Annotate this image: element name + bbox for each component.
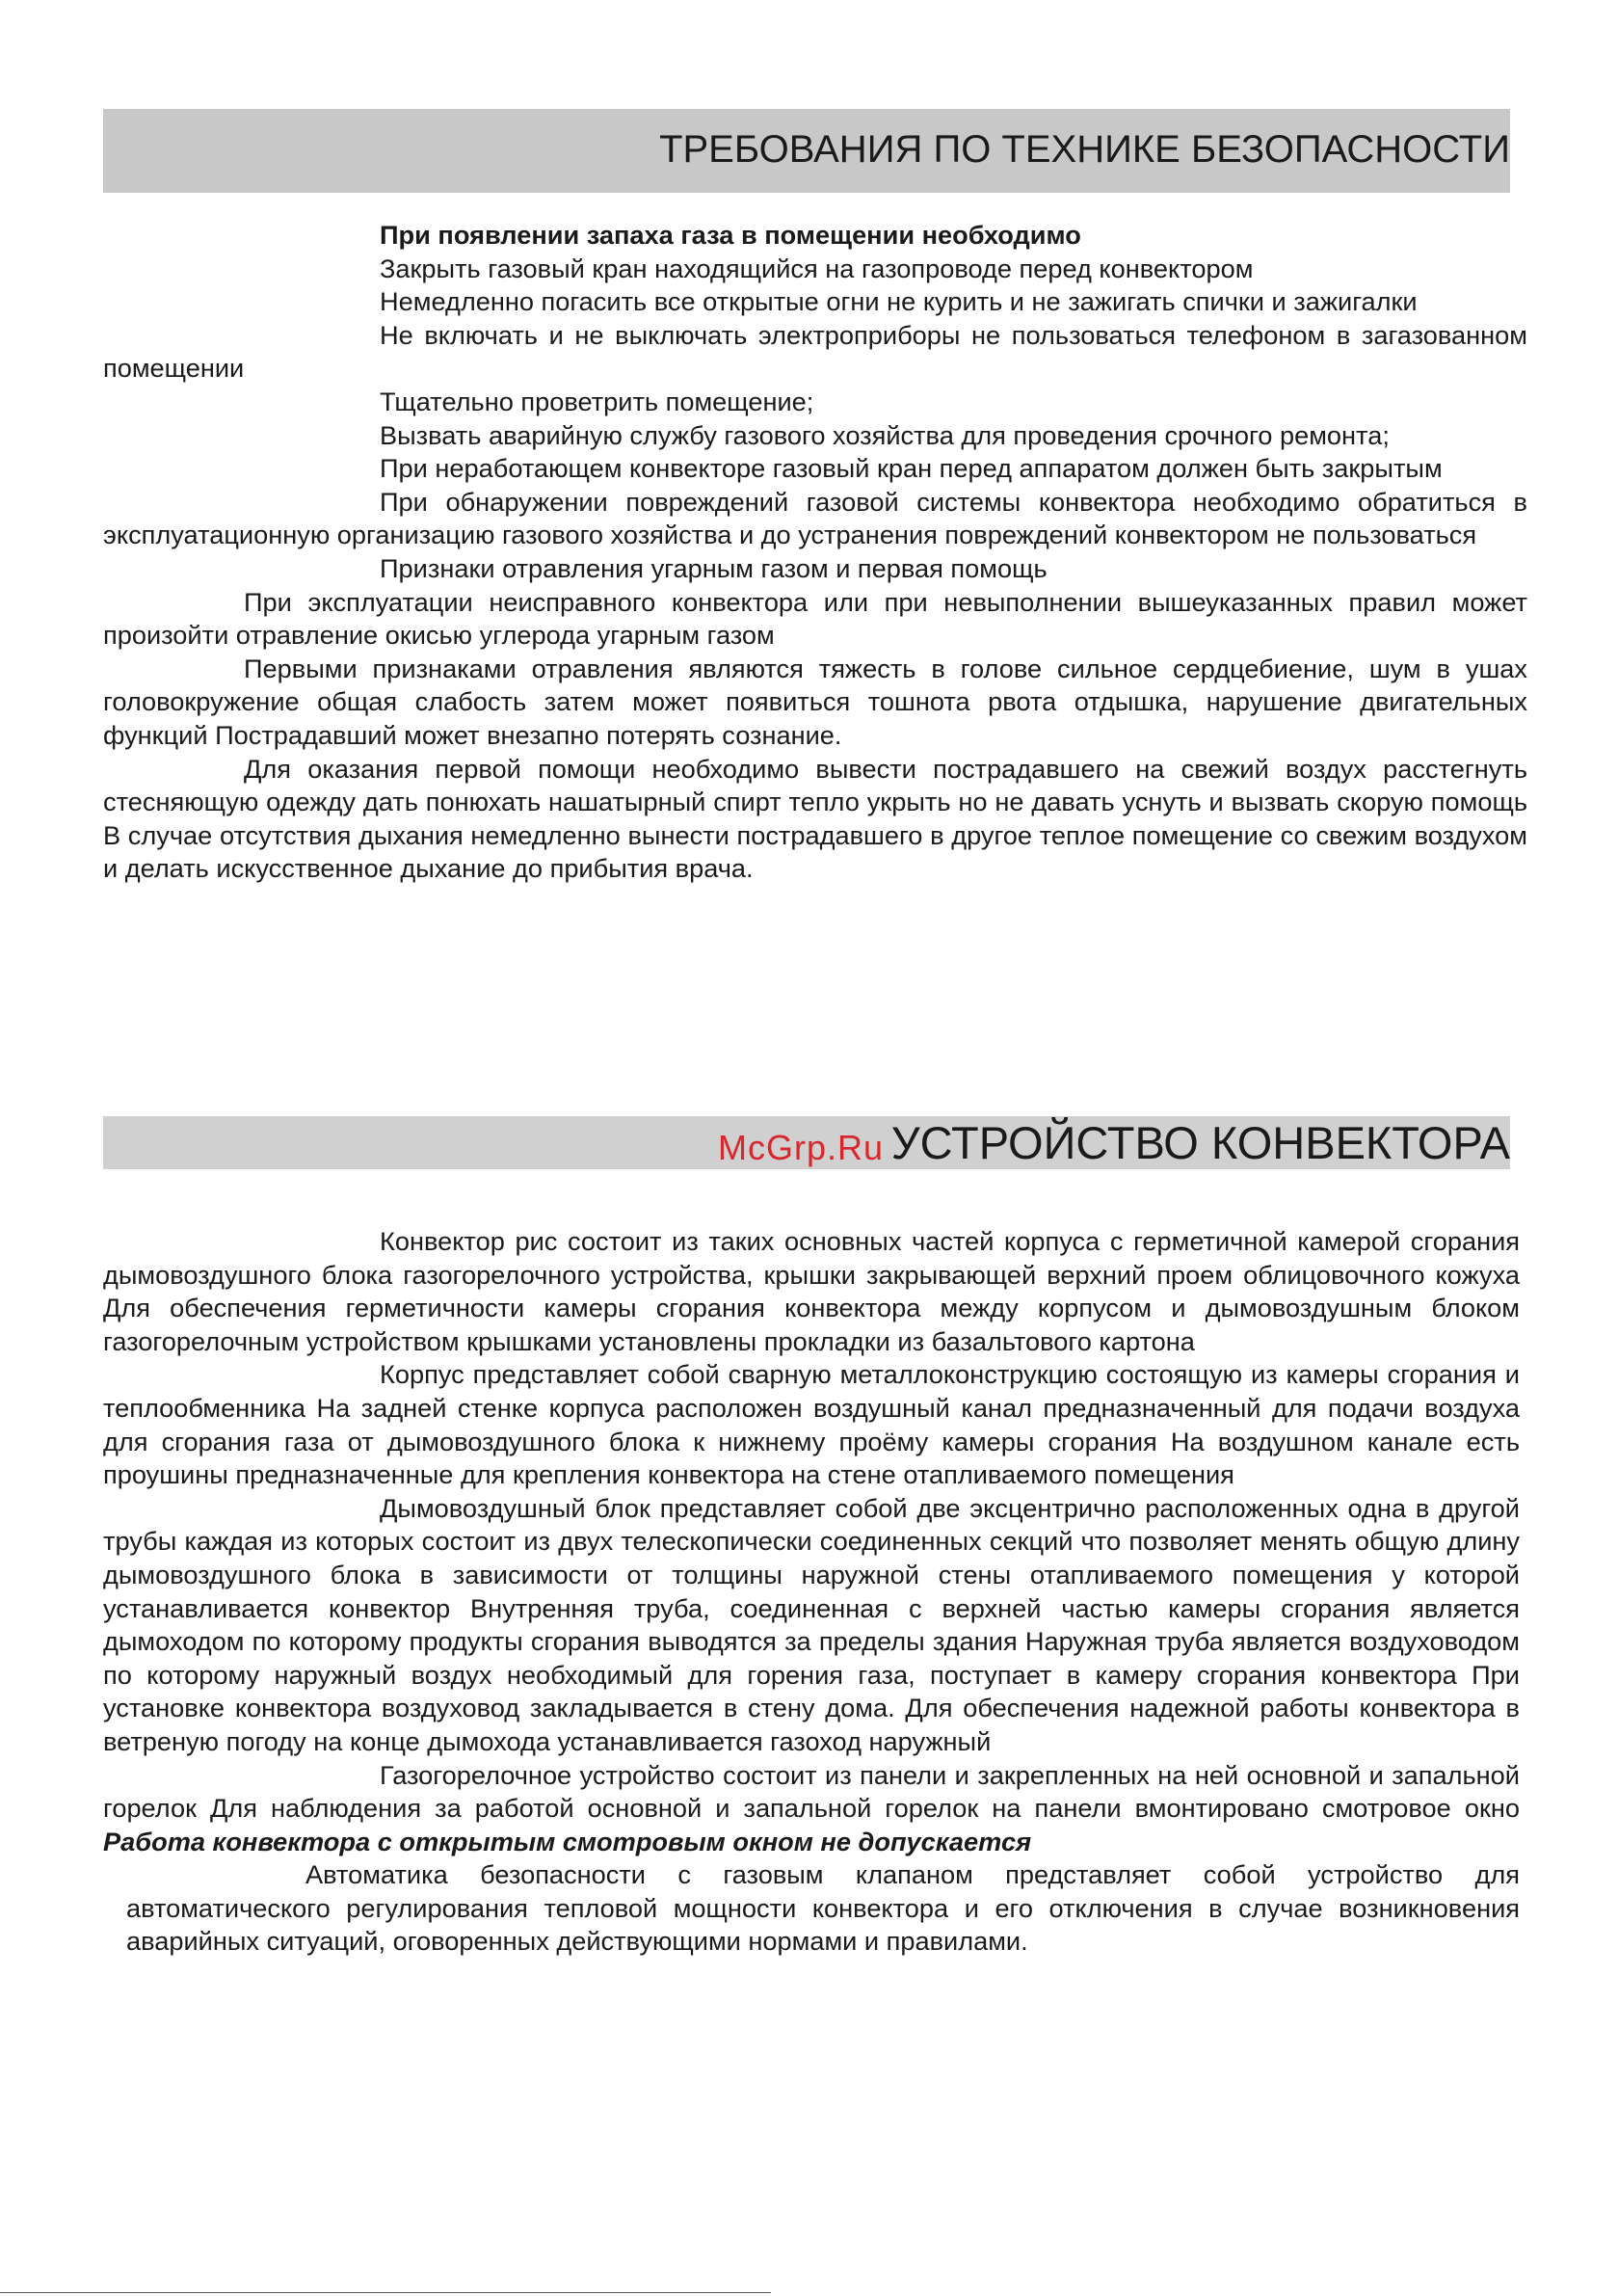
poisoning-subheading: Признаки отравления угарным газом и первая помощь: [380, 552, 1048, 583]
gas-smell-heading: При появлении запаха газа в помещении необходимо: [380, 220, 1081, 250]
paragraph: Первыми признаками отравления являются тяжесть в голове сильное сердцебиение, шум в ушах головокружение общая слабость затем может появиться тошнота рвота отдышка, нарушение двигательных функций Пострадавший может внезапно потерять сознание.: [103, 653, 1527, 750]
paragraph: Корпус представляет собой сварную металлоконструкцию состоящую из камеры сгорания и теплообменника На задней стенке корпуса расположен воздушный канал предназначенный для подачи воздуха для сгорания газа от дымовоздушного блока к нижнему проёму камеры сгорания На воздушном канале есть проушины предназначенные для крепления конвектора на стене отапливаемого помещения: [103, 1359, 1520, 1490]
paragraph: Для оказания первой помощи необходимо вывести пострадавшего на свежий воздух расстегнуть стесняющую одежду дать понюхать нашатырный спирт тепло укрыть но не давать уснуть и вызвать скорую помощь В случае отсутствия дыхания немедленно вынести пострадавшего в другое теплое помещение со свежим воздухом и делать искусственное дыхание до прибытия врача.: [103, 753, 1527, 884]
paragraph: Дымовоздушный блок представляет собой две эксцентрично расположенных одна в другой трубы каждая из которых состоит из двух телескопически соединенных секций что позволяет менять общую длину дымовоздушного блока в зависимости от толщины наружной стены отапливаемого помещения у которой устанавливается конвектор Внутренняя труба, соединенная с верхней частью камеры сгорания является дымоходом по которому продукты сгорания выводятся за пределы здания Наружная труба является воздуховодом по которому наружный воздух необходимый для горения газа, поступает в камеру сгорания конвектора При установке конвектора воздуховод закладывается в стену дома. Для обеспечения надежной работы конвектора в ветреную погоду на конце дымохода устанавливается газоход наружный: [103, 1492, 1520, 1756]
section-title-device: УСТРОЙСТВО КОНВЕКТОРА: [890, 1117, 1510, 1168]
warning-text: Работа конвектора с открытым смотровым окном не допускается: [103, 1826, 1032, 1856]
paragraph-burner: [103, 1759, 1520, 1859]
paragraph: Закрыть газовый кран находящийся на газопроводе перед конвектором: [380, 253, 1254, 283]
paragraph: Вызвать аварийную службу газового хозяйства для проведения срочного ремонта;: [380, 419, 1390, 450]
burner-text: Газогорелочное устройство состоит из панели и закрепленных на ней основной и запальной горелок Для наблюдения за работой основной и запальной горелок на панели вмонтировано смотровое окно: [103, 1759, 1520, 1824]
paragraph: При эксплуатации неисправного конвектора или при невыполнении вышеуказанных правил может произойти отравление окисью углерода угарным газом: [103, 586, 1527, 651]
paragraph: Немедленно погасить все открытые огни не курить и не зажигать спички и зажигалки: [380, 286, 1418, 317]
paragraph: При обнаружении повреждений газовой системы конвектора необходимо обратиться в эксплуатационную организацию газового хозяйства и до устранения повреждений конвектором не пользоваться: [103, 486, 1527, 550]
paragraph: Не включать и не выключать электроприборы не пользоваться телефоном в загазованном помещении: [103, 319, 1527, 384]
footer-divider: [0, 2292, 771, 2293]
site-watermark: McGrp.Ru: [718, 1128, 885, 1167]
paragraph: Конвектор рис состоит из таких основных частей корпуса с герметичной камерой сгорания дымовоздушного блока газогорелочного устройства, крышки закрывающей верхний проем облицовочного кожуха Для обеспечения герметичности камеры сгорания конвектора между корпусом и дымовоздушным блоком газогорелочным устройством крышками установлены прокладки из базальтового картона: [103, 1226, 1520, 1356]
automation-block: [103, 1858, 1520, 1959]
section-header-safety: [103, 109, 1510, 193]
paragraph: Тщательно проветрить помещение;: [380, 386, 814, 416]
section-title-safety: ТРЕБОВАНИЯ ПО ТЕХНИКЕ БЕЗОПАСНОСТИ: [659, 128, 1510, 171]
paragraph: Автоматика безопасности с газовым клапаном представляет собой устройство для автоматического регулирования тепловой мощности конвектора и его отключения в случае возникновения аварийных ситуаций, оговоренных действующими нормами и правилами.: [126, 1859, 1520, 1957]
safety-section-body: [103, 219, 1527, 886]
device-section-body: [103, 1225, 1520, 1959]
paragraph: При неработающем конвекторе газовый кран перед аппаратом должен быть закрытым: [380, 453, 1443, 484]
